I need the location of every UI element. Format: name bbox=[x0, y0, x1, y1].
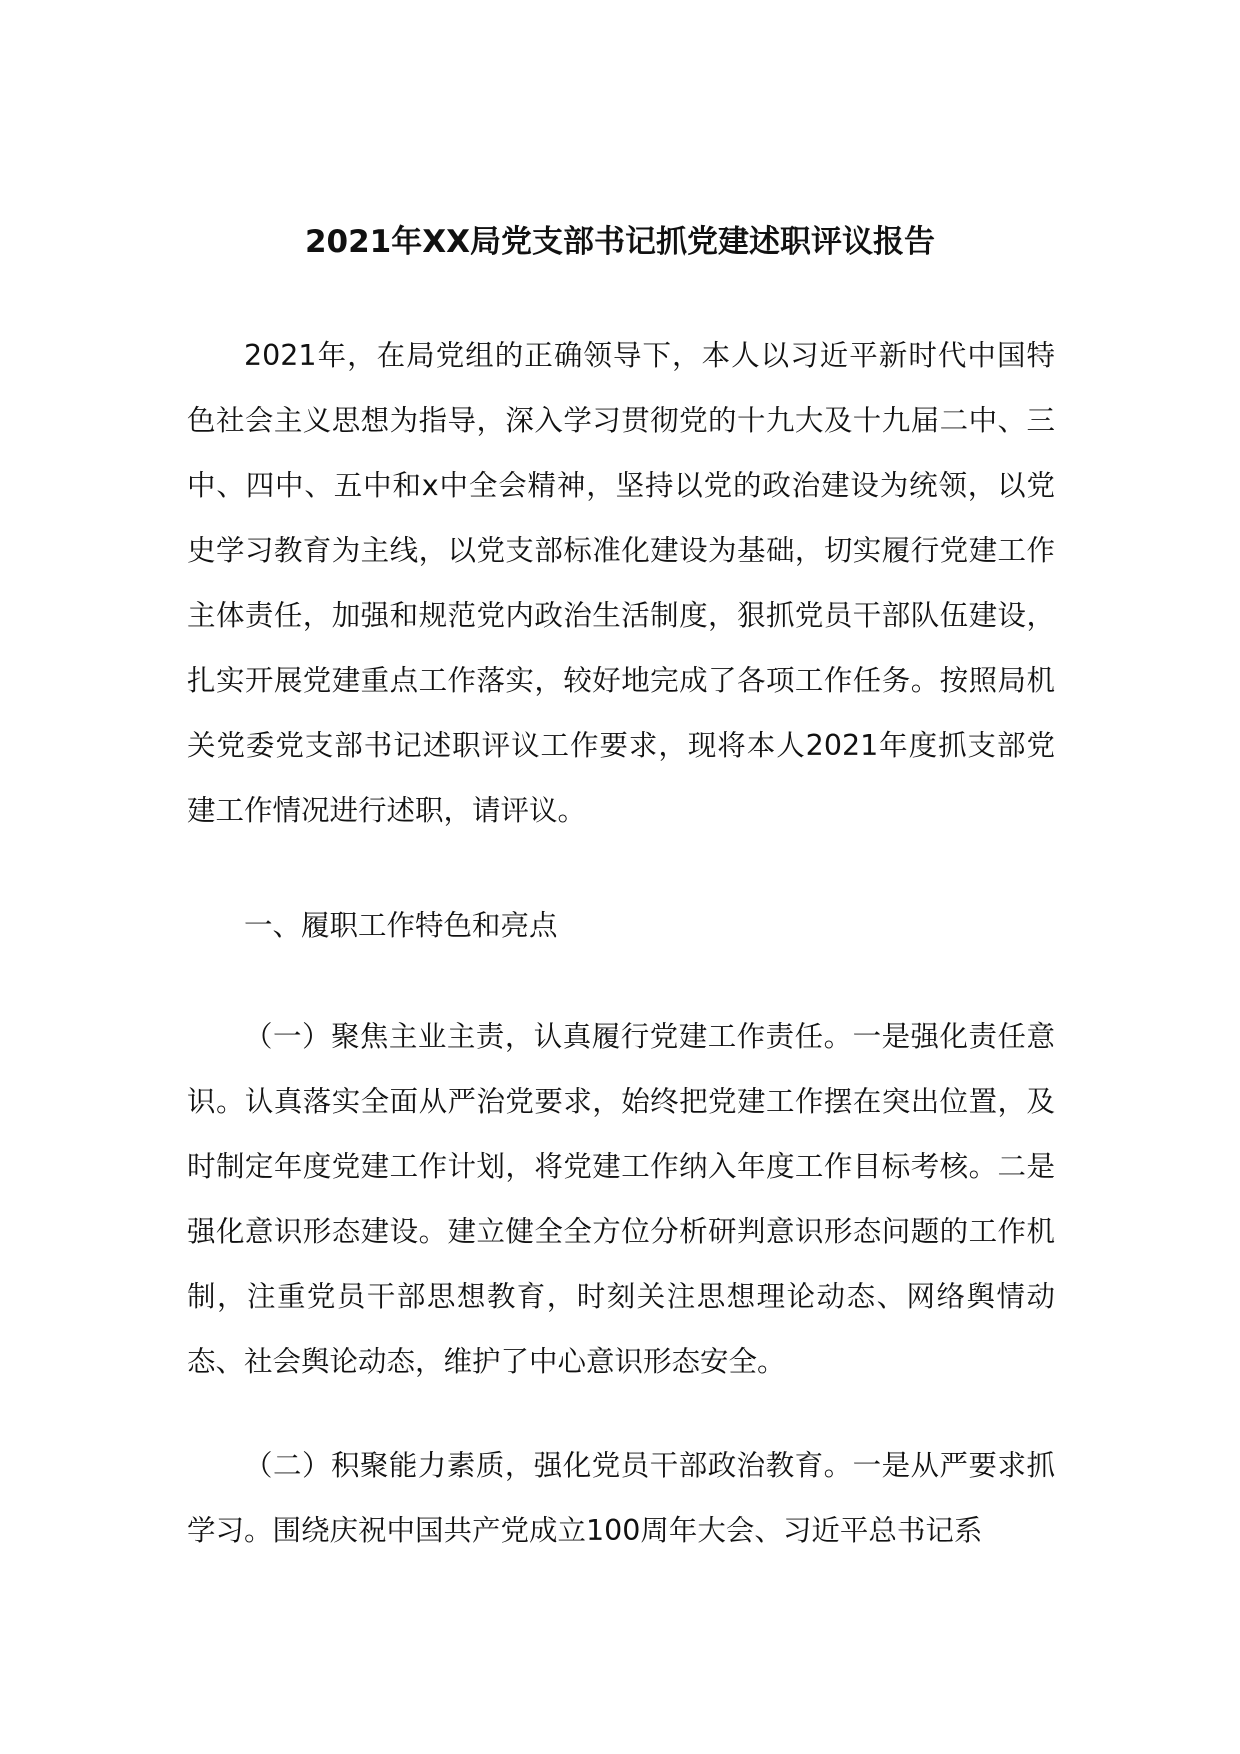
document-title: 2021年XX局党支部书记抓党建述职评议报告 bbox=[304, 224, 936, 260]
section-paragraph-2: （二）积聚能力素质，强化党员干部政治教育。一是从严要求抓学习。围绕庆祝中国共产党成立100周年大会、习近平总书记系 bbox=[187, 1449, 1055, 1547]
intro-paragraph: 2021年，在局党组的正确领导下，本人以习近平新时代中国特色社会主义思想为指导，深入学习贯彻党的十九大及十九届二中、三中、四中、五中和x中全会精神，坚持以党的政治建设为统领，以党史学习教育为主线，以党支部标准化建设为基础，切实履行党建工作主体责任，加强和规范党内政治生活制度，狠抓党员干部队伍建设，扎实开展党建重点工作落实，较好地完成了各项工作任务。按照局机关党委党支部书记述职评议工作要求，现将本人2021年度抓支部党建工作情况进行述职，请评议。 bbox=[187, 339, 1055, 827]
section-heading: 一、履职工作特色和亮点 bbox=[244, 909, 558, 942]
section-paragraph-1: （一）聚焦主业主责，认真履行党建工作责任。一是强化责任意识。认真落实全面从严治党要求，始终把党建工作摆在突出位置，及时制定年度党建工作计划，将党建工作纳入年度工作目标考核。二是强化意识形态建设。建立健全全方位分析研判意识形态问题的工作机制，注重党员干部思想教育，时刻关注思想理论动态、网络舆情动态、社会舆论动态，维护了中心意识形态安全。 bbox=[187, 1020, 1055, 1378]
